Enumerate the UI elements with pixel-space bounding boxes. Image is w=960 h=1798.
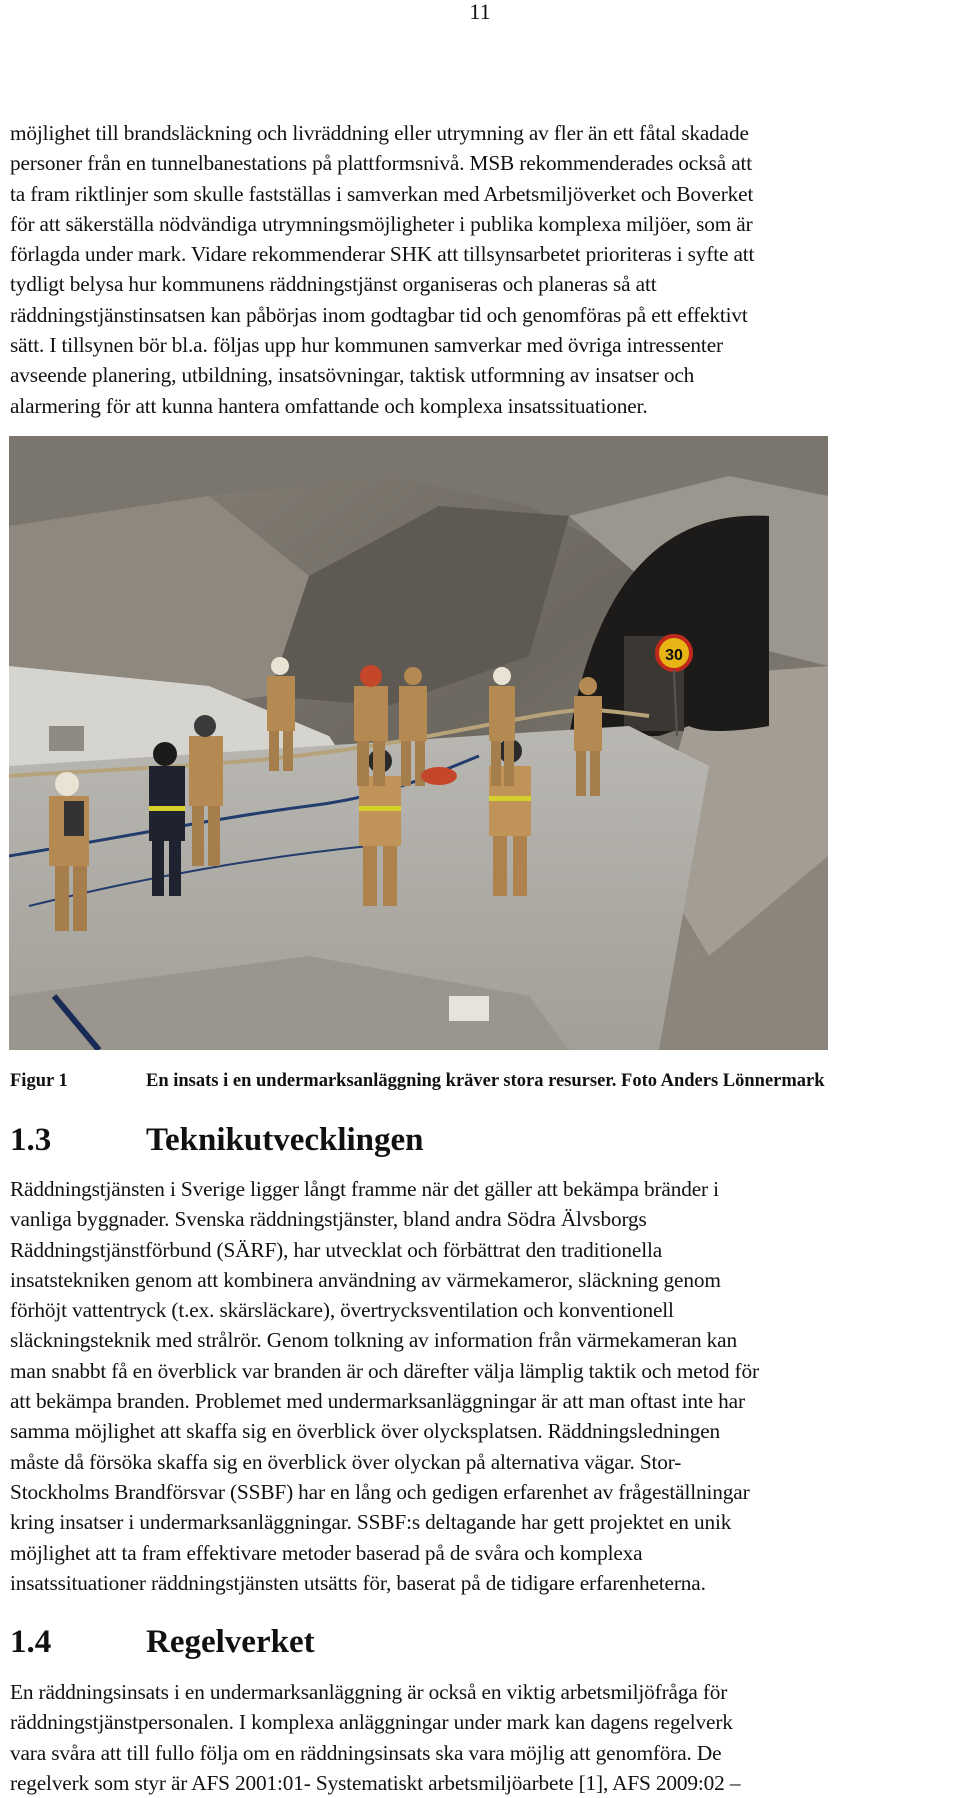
text-line: kring insatser i undermarksanläggningar. SSBF:s deltagande har gett projektet en unik bbox=[10, 1510, 732, 1535]
text-line: förhöjt vattentryck (t.ex. skärsläckare), övertrycksventilation och konventionell bbox=[10, 1298, 674, 1323]
text-line: Stockholms Brandförsvar (SSBF) har en lång och gedigen erfarenhet av frågeställningar bbox=[10, 1479, 750, 1504]
figure-label: Figur 1 bbox=[10, 1071, 68, 1091]
text-line: att bekämpa branden. Problemet med undermarksanläggningar är att man oftast inte har bbox=[10, 1389, 745, 1414]
text-line: förlagda under mark. Vidare rekommenderar SHK att tillsynsarbetet prioriteras i syfte att bbox=[10, 242, 755, 267]
text-line: möjlighet till brandsläckning och livräddning eller utrymning av fler än ett fåtal skadade bbox=[10, 121, 749, 145]
text-line: räddningstjänstinsatsen kan påbörjas inom godtagbar tid och genomföras på ett effektivt bbox=[10, 302, 748, 327]
section-heading bbox=[10, 1117, 910, 1163]
text-line: för att säkerställa nödvändiga utrymningsmöjligheter i publika komplexa miljöer, som är bbox=[10, 211, 753, 236]
intro-paragraph bbox=[10, 118, 960, 421]
text-line: samma möjlighet att skaffa sig en överblick över olycksplatsen. Räddningsledningen bbox=[10, 1419, 721, 1444]
text-line: vara svåra att till fullo följa om en räddningsinsats ska vara möjlig att genomföra. De bbox=[10, 1740, 722, 1765]
page-number: 11 bbox=[469, 0, 491, 24]
text-line: insatstekniken genom att kombinera användning av värmekameror, släckning genom bbox=[10, 1267, 721, 1292]
text-line: möjlighet att ta fram effektivare metoder baserad på de svåra och komplexa bbox=[10, 1540, 643, 1565]
section-number: 1.4 bbox=[10, 1624, 52, 1660]
text-line: En räddningsinsats i en undermarksanläggning är också en viktig arbetsmiljöfråga för bbox=[10, 1680, 728, 1704]
text-line: alarmering för att kunna hantera omfattande och komplexa insatssituationer. bbox=[10, 393, 648, 418]
figure-caption-text: En insats i en undermarksanläggning kräver stora resurser. Foto Anders Lönnermark bbox=[146, 1071, 825, 1091]
figure-caption bbox=[10, 1068, 960, 1094]
text-line: släckningsteknik med strålrör. Genom tolkning av information från värmekameran kan bbox=[10, 1328, 737, 1353]
section-heading bbox=[10, 1619, 910, 1665]
text-line: avseende planering, utbildning, insatsövningar, taktisk utformning av insatser och bbox=[10, 363, 695, 388]
section-1-3-paragraph bbox=[10, 1174, 960, 1598]
text-line: insatssituationer räddningstjänsten utsätts för, baserat på de tidigare erfarenheterna. bbox=[10, 1570, 706, 1595]
text-line: personer från en tunnelbanestations på plattformsnivå. MSB rekommenderades också att bbox=[10, 151, 753, 176]
text-line: tydligt belysa hur kommunens räddningstjänst organiseras och planeras så att bbox=[10, 272, 657, 297]
section-title: Teknikutvecklingen bbox=[146, 1122, 424, 1158]
text-line: räddningstjänstpersonalen. I komplexa anläggningar under mark kan dagens regelverk bbox=[10, 1710, 733, 1735]
text-line: man snabbt få en överblick var branden är och därefter välja lämplig taktik och metod för bbox=[10, 1358, 759, 1383]
figure-photo-tunnel-firefighters bbox=[9, 436, 828, 1050]
text-line: ta fram riktlinjer som skulle fastställas i samverkan med Arbetsmiljöverket och Boverket bbox=[10, 181, 754, 206]
text-line: sätt. I tillsynen bör bl.a. följas upp hur kommunen samverkar med övriga intressenter bbox=[10, 333, 723, 358]
section-1-4-paragraph bbox=[10, 1677, 960, 1798]
text-line: måste då försöka skaffa sig en överblick över olyckan på alternativa vägar. Stor- bbox=[10, 1449, 682, 1474]
speed-sign-text: 30 bbox=[665, 647, 683, 664]
text-line: regelverk som styr är AFS 2001:01- Systematiskt arbetsmiljöarbete [1], AFS 2009:02 – bbox=[10, 1770, 741, 1795]
section-number: 1.3 bbox=[10, 1122, 52, 1158]
text-line: Räddningstjänstförbund (SÄRF), har utvecklat och förbättrat den traditionella bbox=[10, 1237, 663, 1262]
text-line: Räddningstjänsten i Sverige ligger långt framme när det gäller att bekämpa bränder i bbox=[10, 1177, 719, 1201]
text-line: vanliga byggnader. Svenska räddningstjänster, bland andra Södra Älvsborgs bbox=[10, 1207, 647, 1232]
section-title: Regelverket bbox=[146, 1624, 315, 1660]
